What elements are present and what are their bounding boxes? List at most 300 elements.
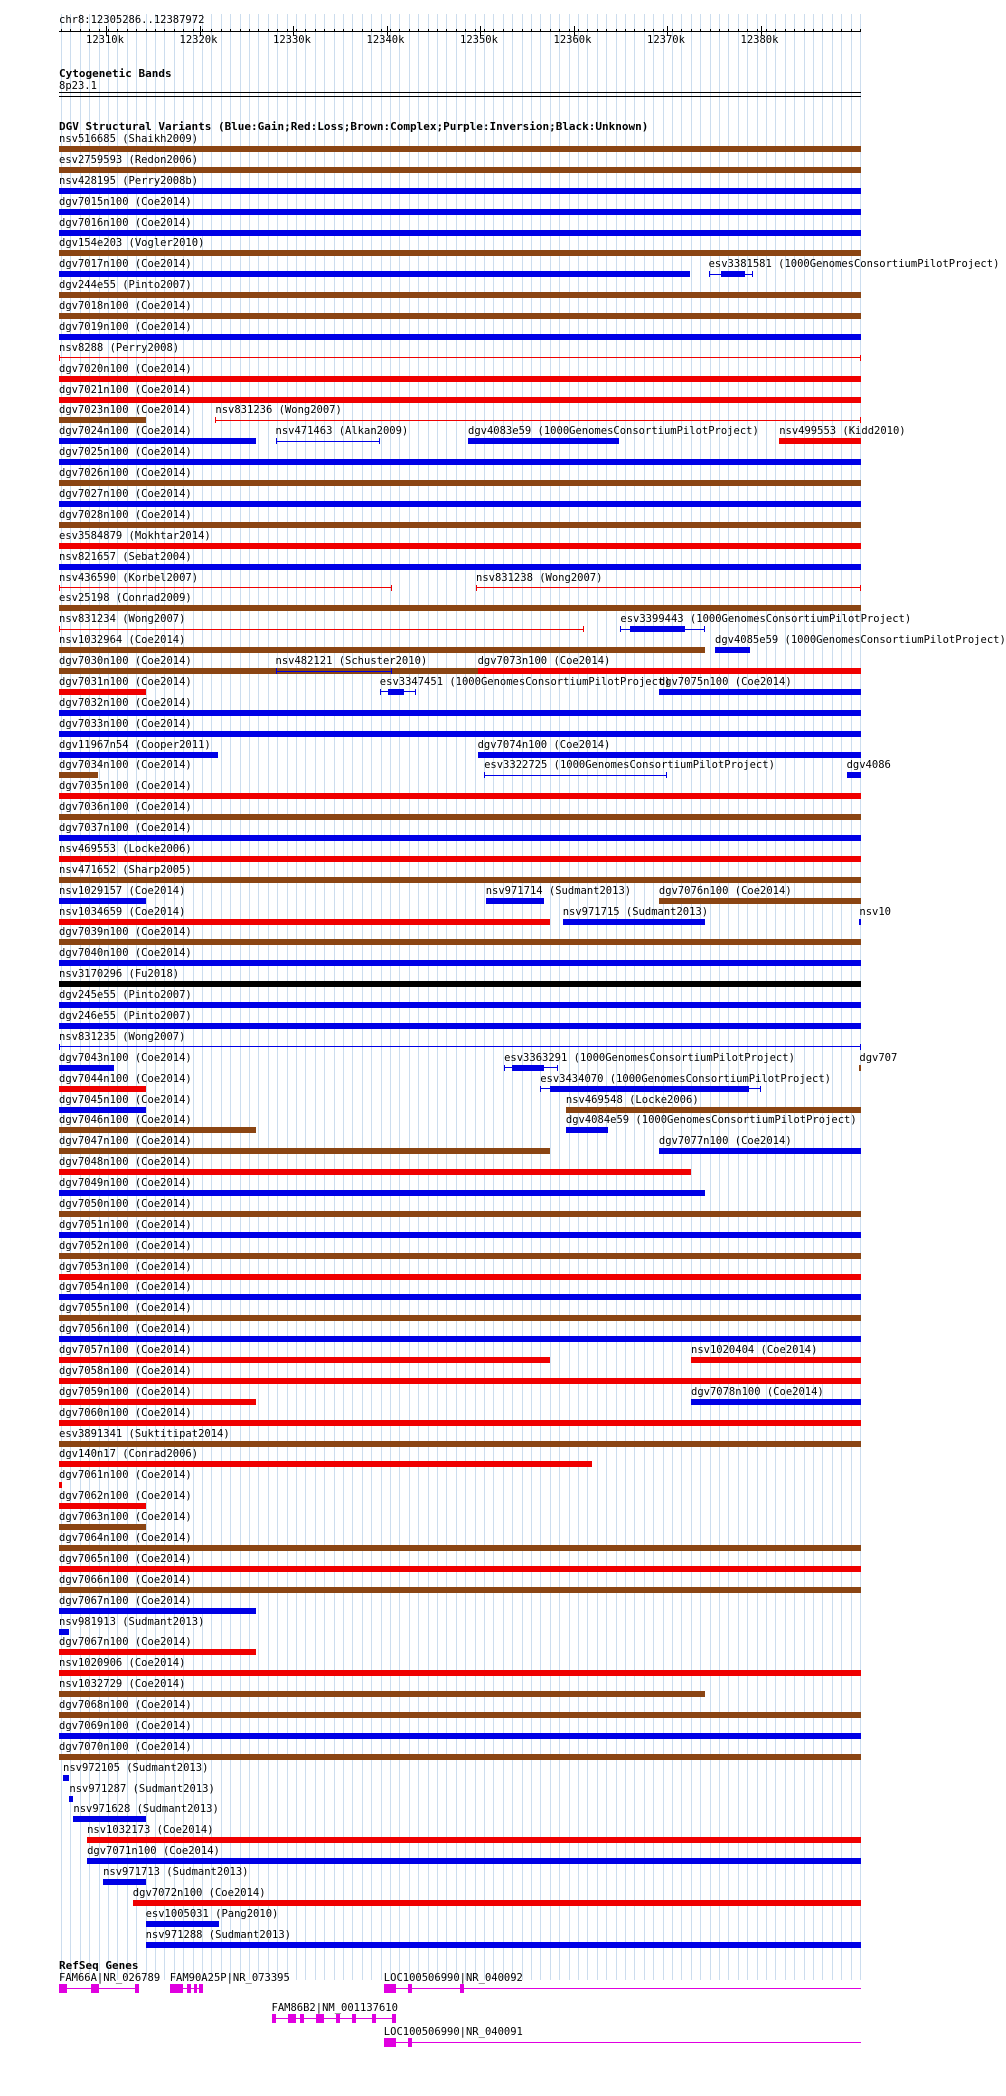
- variant-label[interactable]: dgv7034n100 (Coe2014): [59, 759, 192, 772]
- variant-label[interactable]: dgv154e203 (Vogler2010): [59, 237, 205, 250]
- variant-label[interactable]: dgv7069n100 (Coe2014): [59, 1719, 192, 1732]
- variant-bar[interactable]: [146, 1921, 220, 1927]
- variant-bar[interactable]: [59, 292, 861, 298]
- variant-label[interactable]: dgv7077n100 (Coe2014): [658, 1135, 792, 1148]
- variant-bar[interactable]: [59, 188, 861, 194]
- variant-bar[interactable]: [59, 167, 861, 173]
- variant-label[interactable]: dgv7067n100 (Coe2014): [59, 1636, 192, 1649]
- variant-label[interactable]: dgv7051n100 (Coe2014): [59, 1218, 192, 1231]
- variant-label[interactable]: dgv7043n100 (Coe2014): [59, 1051, 192, 1064]
- variant-bar[interactable]: [566, 1127, 609, 1133]
- variant-label[interactable]: dgv7024n100 (Coe2014): [59, 425, 192, 438]
- variant-label[interactable]: dgv7050n100 (Coe2014): [59, 1197, 192, 1210]
- variant-bar[interactable]: [59, 814, 861, 820]
- variant-label[interactable]: nsv971288 (Sudmant2013): [145, 1928, 291, 1941]
- minor-tick: [540, 29, 541, 32]
- variant-bar[interactable]: [59, 522, 861, 528]
- grid-line: [456, 14, 457, 1980]
- variant-label[interactable]: dgv7028n100 (Coe2014): [59, 508, 192, 521]
- variant-label[interactable]: dgv7075n100 (Coe2014): [658, 675, 792, 688]
- variant-label[interactable]: dgv7048n100 (Coe2014): [59, 1156, 192, 1169]
- variant-core-block[interactable]: [388, 689, 404, 695]
- variant-bar[interactable]: [59, 209, 861, 215]
- minor-tick: [61, 29, 62, 32]
- gene-label[interactable]: LOC100506990|NR_040091: [383, 2026, 523, 2038]
- variant-bar[interactable]: [59, 146, 861, 152]
- variant-bar[interactable]: [659, 1148, 861, 1154]
- gene-label[interactable]: FAM66A|NR_026789: [59, 1972, 161, 1984]
- variant-bar[interactable]: [59, 731, 861, 737]
- variant-label[interactable]: dgv7066n100 (Coe2014): [59, 1573, 192, 1586]
- variant-label[interactable]: nsv831235 (Wong2007): [59, 1030, 186, 1043]
- variant-label[interactable]: dgv246e55 (Pinto2007): [59, 1010, 192, 1022]
- variant-bar[interactable]: [59, 1608, 256, 1614]
- variant-label[interactable]: dgv7064n100 (Coe2014): [59, 1532, 192, 1544]
- gene-exon[interactable]: [316, 2014, 324, 2023]
- grid-line: [512, 14, 513, 1980]
- gene-intron-line: [384, 2042, 861, 2043]
- variant-end-cap: [504, 1065, 505, 1071]
- variant-bar[interactable]: [59, 1587, 861, 1593]
- variant-label[interactable]: nsv971714 (Sudmant2013): [485, 884, 632, 897]
- variant-bar[interactable]: [59, 919, 550, 925]
- grid-line: [766, 14, 767, 1980]
- variant-bar[interactable]: [715, 647, 750, 653]
- variant-label[interactable]: dgv7015n100 (Coe2014): [59, 195, 192, 208]
- variant-end-cap: [276, 668, 277, 674]
- variant-label[interactable]: esv3891341 (Suktitipat2014): [59, 1427, 230, 1440]
- variant-bar[interactable]: [59, 1545, 861, 1551]
- variant-bar[interactable]: [59, 793, 861, 799]
- variant-label[interactable]: dgv7039n100 (Coe2014): [59, 926, 192, 939]
- grid-line: [211, 14, 212, 1980]
- variant-bar[interactable]: [59, 564, 861, 570]
- variant-bar[interactable]: [59, 438, 256, 444]
- variant-bar[interactable]: [59, 1107, 146, 1113]
- variant-label[interactable]: dgv11967n54 (Cooper2011): [59, 738, 211, 751]
- variant-bar[interactable]: [59, 1712, 861, 1718]
- variant-bar[interactable]: [59, 417, 146, 423]
- gene-exon[interactable]: [135, 1984, 139, 1993]
- variant-label[interactable]: nsv971713 (Sudmant2013): [103, 1866, 249, 1878]
- variant-bar[interactable]: [59, 1420, 861, 1426]
- gene-label[interactable]: LOC100506990|NR_040092: [383, 1972, 523, 1984]
- variant-label[interactable]: nsv1032964 (Coe2014): [59, 634, 186, 647]
- variant-bar[interactable]: [59, 1253, 861, 1259]
- variant-end-cap: [752, 271, 753, 277]
- variant-label[interactable]: esv2759593 (Redon2006): [59, 153, 199, 166]
- variant-core-block[interactable]: [630, 626, 685, 632]
- variant-bar[interactable]: [59, 1733, 861, 1739]
- variant-label[interactable]: dgv4086: [846, 759, 891, 772]
- variant-label[interactable]: dgv7017n100 (Coe2014): [59, 258, 192, 271]
- variant-end-cap: [666, 772, 667, 778]
- variant-line[interactable]: [59, 357, 861, 358]
- minor-tick: [775, 29, 776, 32]
- variant-line[interactable]: [476, 587, 861, 588]
- minor-tick: [465, 29, 466, 32]
- minor-tick: [672, 29, 673, 32]
- variant-end-cap: [583, 626, 584, 632]
- variant-bar[interactable]: [59, 313, 861, 319]
- variant-label[interactable]: dgv7052n100 (Coe2014): [59, 1239, 192, 1252]
- variant-bar[interactable]: [59, 1190, 705, 1196]
- variant-label[interactable]: dgv244e55 (Pinto2007): [59, 279, 192, 292]
- variant-bar[interactable]: [59, 1127, 256, 1133]
- variant-bar[interactable]: [478, 668, 861, 674]
- variant-line[interactable]: [59, 1046, 861, 1047]
- gene-exon[interactable]: [392, 2014, 396, 2023]
- variant-label[interactable]: dgv7021n100 (Coe2014): [59, 383, 192, 396]
- variant-label[interactable]: dgv7073n100 (Coe2014): [477, 655, 611, 667]
- variant-bar[interactable]: [59, 397, 861, 403]
- variant-label[interactable]: nsv482121 (Schuster2010): [275, 655, 428, 667]
- variant-label[interactable]: dgv707: [859, 1051, 898, 1064]
- variant-bar[interactable]: [59, 1482, 62, 1488]
- variant-label[interactable]: dgv4084e59 (1000GenomesConsortiumPilotProject): [565, 1114, 857, 1127]
- variant-bar[interactable]: [59, 1399, 256, 1405]
- variant-bar[interactable]: [59, 1086, 146, 1092]
- variant-bar[interactable]: [59, 960, 861, 966]
- variant-core-block[interactable]: [512, 1065, 544, 1071]
- minor-tick: [569, 29, 570, 32]
- variant-end-cap: [380, 689, 381, 695]
- gene-exon[interactable]: [408, 1984, 412, 1993]
- gene-exon[interactable]: [336, 2014, 340, 2023]
- variant-label[interactable]: dgv7068n100 (Coe2014): [59, 1699, 192, 1711]
- variant-bar[interactable]: [59, 459, 861, 465]
- variant-bar[interactable]: [59, 1023, 861, 1029]
- variant-label[interactable]: esv3584879 (Mokhtar2014): [59, 529, 211, 542]
- variant-bar[interactable]: [847, 772, 861, 778]
- variant-bar[interactable]: [59, 1691, 705, 1697]
- variant-line[interactable]: [276, 671, 392, 672]
- variant-label[interactable]: nsv1032729 (Coe2014): [59, 1678, 186, 1691]
- variant-bar[interactable]: [691, 1357, 861, 1363]
- variant-end-cap: [59, 1044, 60, 1050]
- variant-bar[interactable]: [59, 981, 861, 987]
- variant-label[interactable]: dgv7065n100 (Coe2014): [59, 1552, 192, 1565]
- minor-tick: [578, 29, 579, 32]
- variant-bar[interactable]: [59, 501, 861, 507]
- tick-label: 12360k: [553, 34, 592, 46]
- variant-label[interactable]: dgv7061n100 (Coe2014): [59, 1469, 192, 1482]
- cytoband-line-top: [59, 92, 861, 93]
- gene-exon[interactable]: [460, 1984, 464, 1993]
- gene-exon[interactable]: [199, 1984, 203, 1993]
- track-title: DGV Structural Variants (Blue:Gain;Red:Loss;Brown:Complex;Purple:Inversion;Black:Unknown): [59, 120, 649, 133]
- gene-exon[interactable]: [384, 1984, 396, 1993]
- variant-label[interactable]: dgv7045n100 (Coe2014): [59, 1093, 192, 1106]
- variant-bar[interactable]: [59, 1378, 861, 1384]
- variant-bar[interactable]: [59, 271, 690, 277]
- variant-label[interactable]: nsv469548 (Locke2006): [565, 1093, 699, 1106]
- variant-bar[interactable]: [563, 919, 705, 925]
- variant-bar[interactable]: [59, 250, 861, 256]
- variant-label[interactable]: dgv140n17 (Conrad2006): [59, 1448, 199, 1461]
- variant-bar[interactable]: [59, 480, 861, 486]
- variant-label[interactable]: dgv7062n100 (Coe2014): [59, 1490, 192, 1503]
- variant-bar[interactable]: [59, 856, 861, 862]
- variant-bar[interactable]: [146, 1942, 861, 1948]
- variant-label[interactable]: dgv7020n100 (Coe2014): [59, 362, 192, 375]
- variant-bar[interactable]: [59, 1566, 861, 1572]
- variant-bar[interactable]: [59, 1503, 146, 1509]
- variant-end-cap: [860, 417, 861, 423]
- variant-label[interactable]: esv3399443 (1000GenomesConsortiumPilotProject): [620, 613, 912, 626]
- gene-exon[interactable]: [384, 2038, 396, 2047]
- variant-line[interactable]: [484, 775, 667, 776]
- variant-label[interactable]: nsv1020404 (Coe2014): [691, 1344, 818, 1356]
- variant-bar[interactable]: [659, 689, 861, 695]
- variant-bar[interactable]: [59, 877, 861, 883]
- gene-exon[interactable]: [300, 2014, 304, 2023]
- variant-bar[interactable]: [59, 1169, 691, 1175]
- variant-bar[interactable]: [566, 1107, 861, 1113]
- gene-exon[interactable]: [91, 1984, 99, 1993]
- variant-label[interactable]: dgv7026n100 (Coe2014): [59, 467, 192, 480]
- variant-label[interactable]: dgv7070n100 (Coe2014): [59, 1740, 192, 1753]
- gene-exon[interactable]: [272, 2014, 276, 2023]
- variant-label[interactable]: esv3363291 (1000GenomesConsortiumPilotProject): [504, 1051, 795, 1064]
- variant-label[interactable]: nsv516685 (Shaikh2009): [59, 133, 199, 145]
- variant-bar[interactable]: [87, 1837, 861, 1843]
- variant-label[interactable]: dgv7044n100 (Coe2014): [59, 1072, 192, 1085]
- gene-label[interactable]: FAM86B2|NM_001137610: [271, 2002, 398, 2014]
- minor-tick: [597, 29, 598, 32]
- variant-label[interactable]: dgv7049n100 (Coe2014): [59, 1177, 192, 1189]
- grid-line: [578, 14, 579, 1980]
- variant-bar[interactable]: [59, 1211, 861, 1217]
- variant-label[interactable]: dgv7025n100 (Coe2014): [59, 446, 192, 459]
- variant-label[interactable]: nsv469553 (Locke2006): [59, 842, 192, 855]
- variant-label[interactable]: dgv7076n100 (Coe2014): [658, 884, 792, 897]
- variant-label[interactable]: esv3381581 (1000GenomesConsortiumPilotProject): [708, 258, 1000, 271]
- variant-bar[interactable]: [103, 1879, 146, 1885]
- variant-label[interactable]: dgv7037n100 (Coe2014): [59, 822, 192, 834]
- variant-label[interactable]: dgv4085e59 (1000GenomesConsortiumPilotProject): [715, 634, 1006, 647]
- variant-bar[interactable]: [59, 1274, 861, 1280]
- variant-bar[interactable]: [63, 1775, 69, 1781]
- minor-tick: [860, 29, 861, 32]
- variant-label[interactable]: esv3322725 (1000GenomesConsortiumPilotProject): [484, 759, 775, 772]
- grid-line: [550, 14, 551, 1980]
- grid-line: [851, 14, 852, 1980]
- variant-label[interactable]: dgv7030n100 (Coe2014): [59, 655, 192, 667]
- variant-end-cap: [860, 585, 861, 591]
- variant-label[interactable]: dgv7055n100 (Coe2014): [59, 1302, 192, 1315]
- variant-label[interactable]: dgv4083e59 (1000GenomesConsortiumPilotProject): [468, 425, 759, 438]
- variant-bar[interactable]: [478, 752, 861, 758]
- variant-bar[interactable]: [59, 605, 861, 611]
- variant-label[interactable]: dgv7074n100 (Coe2014): [477, 738, 611, 751]
- variant-label[interactable]: nsv981913 (Sudmant2013): [59, 1615, 205, 1628]
- variant-label[interactable]: dgv7018n100 (Coe2014): [59, 300, 192, 312]
- variant-bar[interactable]: [59, 230, 861, 236]
- minor-tick: [240, 29, 241, 32]
- variant-bar[interactable]: [59, 1294, 861, 1300]
- variant-bar[interactable]: [59, 1441, 861, 1447]
- variant-line[interactable]: [59, 629, 584, 630]
- variant-label[interactable]: nsv972105 (Sudmant2013): [63, 1761, 209, 1774]
- variant-label[interactable]: dgv7057n100 (Coe2014): [59, 1344, 192, 1356]
- variant-bar[interactable]: [59, 1232, 861, 1238]
- grid-line: [409, 14, 410, 1980]
- variant-label[interactable]: dgv7032n100 (Coe2014): [59, 696, 192, 709]
- minor-tick: [493, 29, 494, 32]
- grid-line: [540, 14, 541, 1980]
- variant-bar[interactable]: [133, 1900, 861, 1906]
- variant-bar[interactable]: [59, 543, 861, 549]
- variant-label[interactable]: dgv7036n100 (Coe2014): [59, 801, 192, 814]
- variant-bar[interactable]: [59, 898, 146, 904]
- variant-bar[interactable]: [59, 1002, 861, 1008]
- variant-label[interactable]: dgv7027n100 (Coe2014): [59, 488, 192, 500]
- variant-bar[interactable]: [59, 1357, 550, 1363]
- variant-end-cap: [860, 1044, 861, 1050]
- grid-line: [240, 14, 241, 1980]
- variant-label[interactable]: dgv7060n100 (Coe2014): [59, 1406, 192, 1419]
- variant-bar[interactable]: [59, 835, 861, 841]
- variant-bar[interactable]: [859, 1065, 861, 1071]
- grid-line: [728, 14, 729, 1980]
- grid-line: [193, 14, 194, 1980]
- variant-label[interactable]: dgv7046n100 (Coe2014): [59, 1114, 192, 1127]
- variant-label[interactable]: nsv436590 (Korbel2007): [59, 571, 199, 584]
- variant-bar[interactable]: [59, 752, 218, 758]
- variant-bar[interactable]: [59, 1065, 114, 1071]
- gene-exon[interactable]: [352, 2014, 356, 2023]
- variant-label[interactable]: dgv7035n100 (Coe2014): [59, 780, 192, 793]
- variant-bar[interactable]: [59, 1754, 861, 1760]
- variant-label[interactable]: nsv1020906 (Coe2014): [59, 1657, 186, 1670]
- variant-bar[interactable]: [59, 1148, 550, 1154]
- variant-bar[interactable]: [691, 1399, 861, 1405]
- minor-tick: [99, 29, 100, 32]
- gene-exon[interactable]: [170, 1984, 184, 1993]
- grid-line: [202, 14, 203, 1980]
- variant-label[interactable]: dgv7054n100 (Coe2014): [59, 1281, 192, 1294]
- variant-bar[interactable]: [59, 689, 146, 695]
- variant-label[interactable]: dgv245e55 (Pinto2007): [59, 989, 192, 1002]
- variant-label[interactable]: dgv7078n100 (Coe2014): [691, 1385, 824, 1398]
- gene-exon[interactable]: [59, 1984, 67, 1993]
- variant-label[interactable]: dgv7063n100 (Coe2014): [59, 1511, 192, 1524]
- variant-label[interactable]: dgv7047n100 (Coe2014): [59, 1135, 192, 1148]
- variant-label[interactable]: esv1005031 (Pang2010): [145, 1907, 279, 1920]
- gene-exon[interactable]: [408, 2038, 412, 2047]
- variant-bar[interactable]: [779, 438, 861, 444]
- minor-tick: [174, 29, 175, 32]
- variant-label[interactable]: nsv471652 (Sharp2005): [59, 863, 192, 876]
- variant-bar[interactable]: [59, 1629, 69, 1635]
- variant-label[interactable]: dgv7019n100 (Coe2014): [59, 320, 192, 333]
- variant-label[interactable]: nsv831238 (Wong2007): [476, 571, 603, 584]
- variant-label[interactable]: nsv831234 (Wong2007): [59, 613, 186, 626]
- variant-label[interactable]: dgv7067n100 (Coe2014): [59, 1594, 192, 1607]
- variant-bar[interactable]: [73, 1816, 145, 1822]
- variant-label[interactable]: nsv821657 (Sebat2004): [59, 550, 192, 563]
- variant-line[interactable]: [276, 441, 380, 442]
- gene-exon[interactable]: [288, 2014, 296, 2023]
- variant-label[interactable]: esv3347451 (1000GenomesConsortiumPilotProject): [379, 675, 671, 688]
- variant-bar[interactable]: [468, 438, 619, 444]
- variant-label[interactable]: esv3434070 (1000GenomesConsortiumPilotProject): [540, 1072, 831, 1085]
- variant-bar[interactable]: [59, 334, 861, 340]
- variant-bar[interactable]: [59, 1649, 256, 1655]
- variant-label[interactable]: dgv7072n100 (Coe2014): [132, 1886, 266, 1899]
- gene-exon[interactable]: [372, 2014, 376, 2023]
- variant-bar[interactable]: [659, 898, 861, 904]
- variant-bar[interactable]: [486, 898, 545, 904]
- variant-label[interactable]: dgv7056n100 (Coe2014): [59, 1323, 192, 1336]
- variant-label[interactable]: nsv3170296 (Fu2018): [59, 968, 180, 981]
- variant-label[interactable]: nsv971287 (Sudmant2013): [69, 1782, 215, 1795]
- variant-end-cap: [760, 1086, 761, 1092]
- variant-label[interactable]: dgv7040n100 (Coe2014): [59, 947, 192, 960]
- variant-label[interactable]: nsv428195 (Perry2008b): [59, 174, 199, 187]
- variant-bar[interactable]: [59, 710, 861, 716]
- variant-line[interactable]: [59, 587, 392, 588]
- gene-label[interactable]: FAM90A25P|NR_073395: [169, 1972, 290, 1984]
- variant-label[interactable]: dgv7058n100 (Coe2014): [59, 1364, 192, 1377]
- variant-label[interactable]: esv25198 (Conrad2009): [59, 592, 192, 605]
- variant-bar[interactable]: [59, 1315, 861, 1321]
- variant-bar[interactable]: [859, 919, 861, 925]
- minor-tick: [719, 29, 720, 32]
- variant-label[interactable]: nsv471463 (Alkan2009): [275, 425, 409, 438]
- variant-label[interactable]: dgv7016n100 (Coe2014): [59, 216, 192, 229]
- variant-label[interactable]: dgv7031n100 (Coe2014): [59, 675, 192, 688]
- variant-label[interactable]: dgv7033n100 (Coe2014): [59, 717, 192, 730]
- variant-bar[interactable]: [59, 647, 705, 653]
- variant-label[interactable]: nsv1032173 (Coe2014): [87, 1824, 214, 1837]
- variant-bar[interactable]: [59, 1461, 592, 1467]
- variant-core-block[interactable]: [550, 1086, 749, 1092]
- gene-exon[interactable]: [194, 1984, 197, 1993]
- variant-bar[interactable]: [59, 939, 861, 945]
- variant-bar[interactable]: [69, 1796, 73, 1802]
- variant-label[interactable]: dgv7071n100 (Coe2014): [87, 1845, 220, 1858]
- variant-label[interactable]: nsv831236 (Wong2007): [215, 404, 342, 417]
- variant-bar[interactable]: [59, 1524, 146, 1530]
- variant-end-cap: [709, 271, 710, 277]
- variant-label[interactable]: dgv7059n100 (Coe2014): [59, 1385, 192, 1398]
- variant-bar[interactable]: [59, 1670, 861, 1676]
- variant-line[interactable]: [215, 420, 861, 421]
- minor-tick: [193, 29, 194, 32]
- variant-label[interactable]: nsv971628 (Sudmant2013): [73, 1803, 219, 1816]
- variant-label[interactable]: nsv499553 (Kidd2010): [779, 425, 906, 438]
- variant-label[interactable]: dgv7053n100 (Coe2014): [59, 1260, 192, 1273]
- minor-tick: [155, 29, 156, 32]
- variant-bar[interactable]: [59, 772, 98, 778]
- variant-label[interactable]: nsv10: [859, 905, 891, 918]
- minor-tick: [691, 29, 692, 32]
- variant-label[interactable]: nsv971715 (Sudmant2013): [562, 905, 709, 918]
- minor-tick: [681, 29, 682, 32]
- variant-label[interactable]: dgv7023n100 (Coe2014): [59, 404, 192, 417]
- variant-label[interactable]: nsv1034659 (Coe2014): [59, 905, 186, 918]
- variant-bar[interactable]: [59, 376, 861, 382]
- variant-bar[interactable]: [59, 1336, 861, 1342]
- variant-label[interactable]: nsv1029157 (Coe2014): [59, 884, 186, 897]
- variant-core-block[interactable]: [721, 271, 745, 277]
- gene-exon[interactable]: [187, 1984, 191, 1993]
- variant-bar[interactable]: [87, 1858, 861, 1864]
- minor-tick: [305, 29, 306, 32]
- variant-label[interactable]: nsv8288 (Perry2008): [59, 341, 180, 354]
